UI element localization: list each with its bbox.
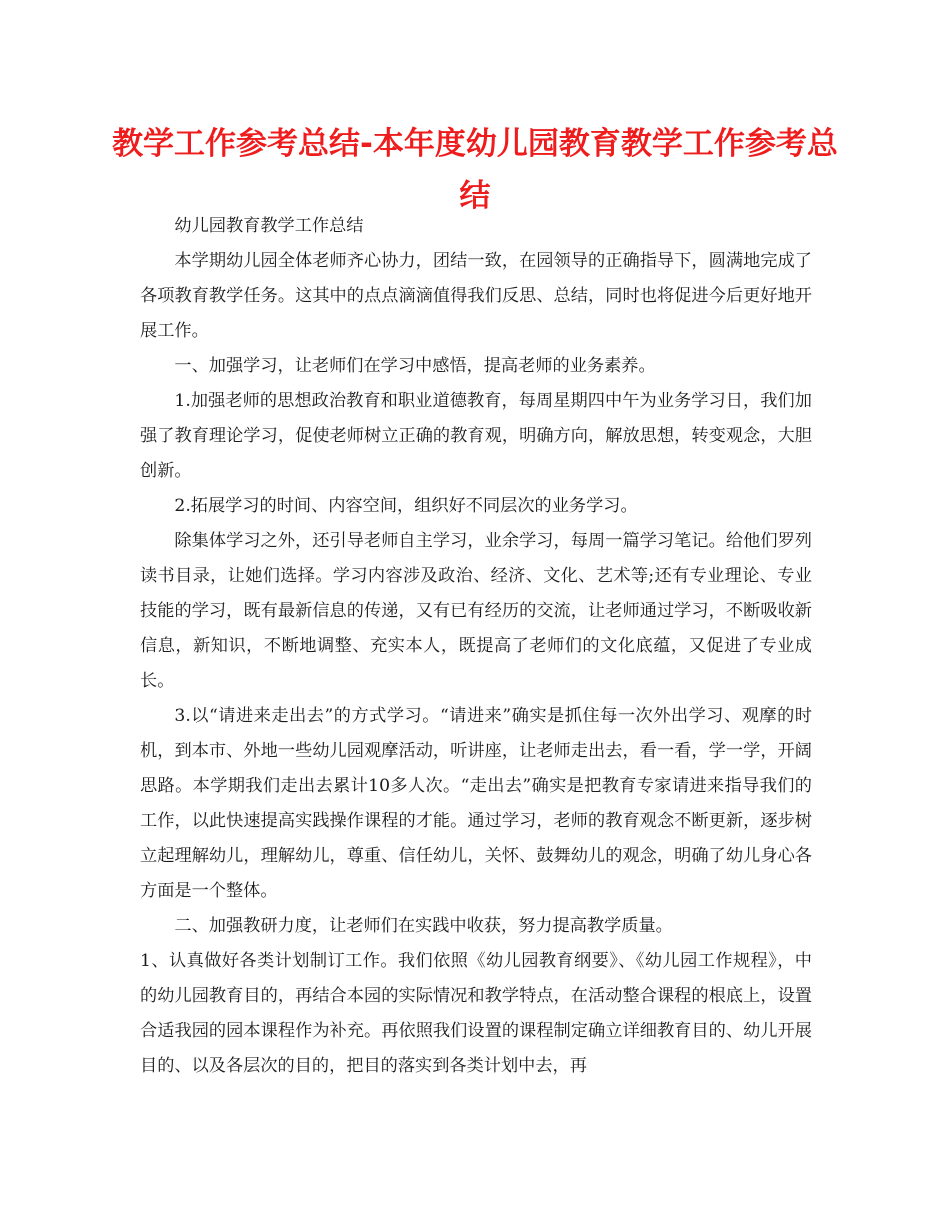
document-title: 教学工作参考总结-本年度幼儿园教育教学工作参考总结 [112,126,838,214]
section-heading-2: 二、加强教研力度，让老师们在实践中收获，努力提高教学质量。 [174,916,673,936]
document-body [140,209,812,1084]
paragraph-plans: 1、认真做好各类计划制订工作。我们依照《幼儿园教育纲要》、《幼儿园工作规程》，中的幼儿园教育目的，再结合本园的实际情况和教学特点，在活动整合课程的根底上，设置合适我园的园本课程作为补充。再依照我们设置的课程制定确立详细教育目的、幼儿开展目的、以及各层次的目的，把目的落实到各类计划中去，再 [140,951,812,1076]
section-heading-1: 一、加强学习，让老师们在学习中感悟，提高老师的业务素养。 [174,356,656,376]
paragraph-intro: 本学期幼儿园全体老师齐心协力，团结一致，在园领导的正确指导下，圆满地完成了各项教育教学任务。这其中的点点滴滴值得我们反思、总结，同时也将促进今后更好地开展工作。 [140,251,812,341]
paragraph-item-3: 3.以“请进来走出去”的方式学习。“请进来”确实是抓住每一次外出学习、观摩的时机，到本市、外地一些幼儿园观摩活动，听讲座，让老师走出去，看一看，学一学，开阔思路。本学期我们走出去累计10多人次。“走出去”确实是把教育专家请进来指导我们的工作，以此快速提高实践操作课程的才能。通过学习，老师的教育观念不断更新，逐步树立起理解幼儿，理解幼儿，尊重、信任幼儿，关怀、鼓舞幼儿的观念，明确了幼儿身心各方面是一个整体。 [140,706,812,901]
paragraph-item-1: 1.加强老师的思想政治教育和职业道德教育，每周星期四中午为业务学习日，我们加强了教育理论学习，促使老师树立正确的教育观，明确方向，解放思想，转变观念，大胆创新。 [140,391,812,481]
paragraph-item-2: 2.拓展学习的时间、内容空间，组织好不同层次的业务学习。 [174,496,638,516]
paragraph-subtitle: 幼儿园教育教学工作总结 [174,216,364,236]
paragraph-self-study: 除集体学习之外，还引导老师自主学习，业余学习，每周一篇学习笔记。给他们罗列读书目录，让她们选择。学习内容涉及政治、经济、文化、艺术等;还有专业理论、专业技能的学习，既有最新信息的传递，又有已有经历的交流，让老师通过学习，不断吸收新信息，新知识，不断地调整、充实本人，既提高了老师们的文化底蕴，又促进了专业成长。 [140,531,812,691]
